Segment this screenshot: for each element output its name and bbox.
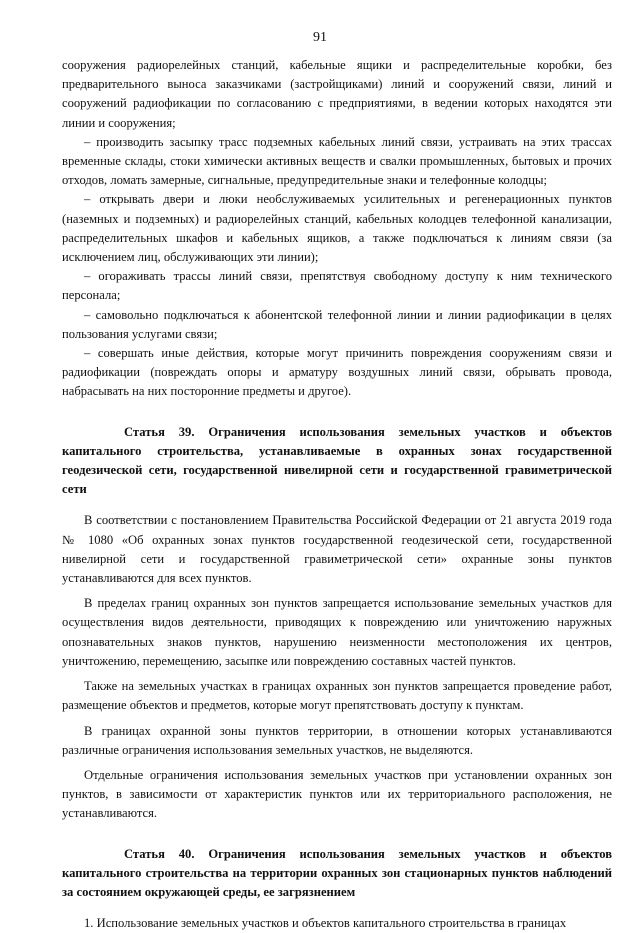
paragraph: Отдельные ограничения использования земельных участков при установлении охранных зон пунктов, в зависимости от характеристик пунктов или их территориального расположения, не устанавливаются. — [62, 767, 612, 821]
list-item: – совершать иные действия, которые могут причинить повреждения сооружениям связи и радиофикации (повреждать опоры и арматуру воздушных линий связи, обрывать провода, набрасывать на них посторонние предметы и другое). — [62, 346, 612, 399]
page-number: 91 — [313, 30, 327, 45]
article-39-heading: Статья 39. Ограничения использования земельных участков и объектов капитального строительства, устанавливаемые в охранных зонах государственной геодезической сети, государственной нивелирной сети и государственной гравиметрической сети — [62, 424, 612, 497]
list-item: – открывать двери и люки необслуживаемых усилительных и регенерационных пунктов (наземных и подземных) и радиорелейных станций, кабельных колодцев телефонной канализации, распределительных шкафов и кабельных ящиков, а также подключаться к линиям связи (за исключением лиц, обслуживающих эти линии); — [62, 192, 612, 265]
page-content — [62, 56, 612, 933]
article-40-heading: Статья 40. Ограничения использования земельных участков и объектов капитального строительства на территории охранных зон стационарных пунктов наблюдений за состоянием окружающей среды, ее загрязнением — [62, 846, 612, 899]
list-item: – производить засыпку трасс подземных кабельных линий связи, устраивать на этих трассах временные склады, стоки химически активных веществ и свалки промышленных, бытовых и прочих отходов, ломать замерные, сигнальные, предупредительные знаки и телефонные колодцы; — [62, 134, 612, 188]
list-item: – огораживать трассы линий связи, препятствуя свободному доступу к ним технического персонала; — [62, 269, 612, 303]
numbered-paragraph: 1. Использование земельных участков и объектов капитального строительства в границах — [84, 916, 567, 931]
paragraph: В пределах границ охранных зон пунктов запрещается использование земельных участков для осуществления видов деятельности, приводящих к повреждению или уничтожению наружных опознавательных знаков пунктов, нарушению неизменности местоположения их центров, уничтожению, перемещению, засыпке или повреждению составных частей пунктов. — [62, 596, 612, 668]
paragraph: Также на земельных участках в границах охранных зон пунктов запрещается проведение работ, размещение объектов и предметов, которые могут препятствовать доступу к пунктам. — [62, 679, 612, 713]
paragraph: В границах охранной зоны пунктов территории, в отношении которых устанавливаются различные ограничения использования земельных участков, не выделяются. — [62, 723, 612, 757]
list-item: – самовольно подключаться к абонентской телефонной линии и линии радиофикации в целях пользования услугами связи; — [62, 307, 612, 341]
paragraph: В соответствии с постановлением Правительства Российской Федерации от 21 августа 2019 года № 1080 «Об охранных зонах пунктов государственной геодезической сети, государственной нивелирной сети и государственной гравиметрической сети» охранные зоны пунктов устанавливаются для всех пунктов. — [62, 513, 612, 586]
paragraph: сооружения радиорелейных станций, кабельные ящики и распределительные коробки, без предварительного выноса заказчиками (застройщиками) линий и сооружений связи, линий и сооружений радиофикации по согласованию с предприятиями, в ведении которых находятся эти линии и сооружения; — [62, 58, 612, 130]
